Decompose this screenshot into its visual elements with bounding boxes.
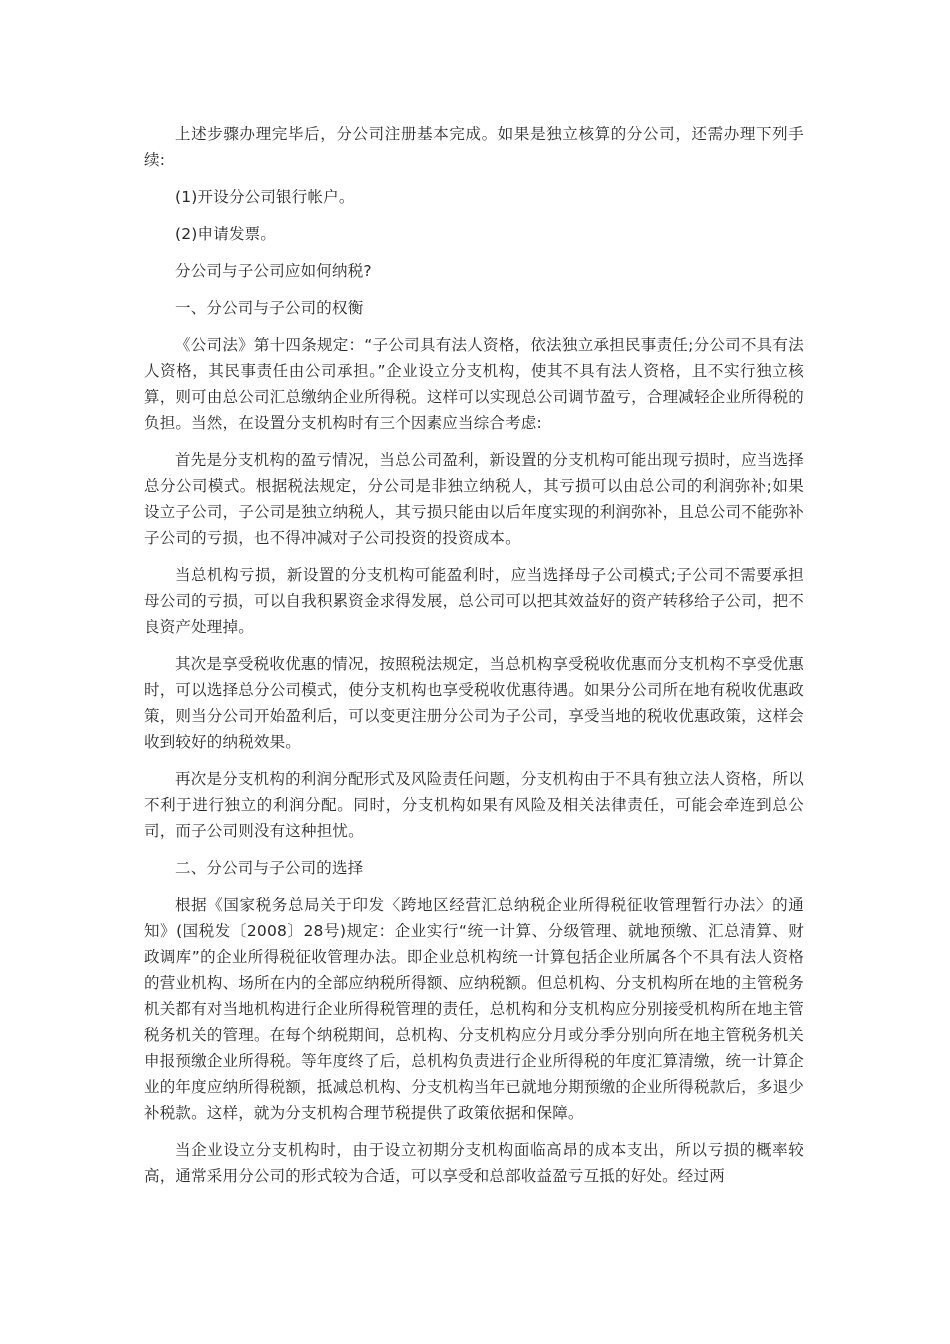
paragraph-tax-incentives: 其次是享受税收优惠的情况，按照税法规定，当总机构享受税收优惠而分支机构不享受优惠时，可以选择总分公司模式，使分支机构也享受税收优惠待遇。如果分公司所在地有税收优惠政策，则当分公司开始盈利后，可以变更注册分公司为子公司，享受当地的税收优惠政策，这样会收到较好的纳税效果。 (144, 655, 804, 751)
paragraph-bank-account: (1)开设分公司银行帐户。 (175, 188, 355, 206)
section-heading-choice: 二、分公司与子公司的选择 (175, 859, 364, 877)
paragraph-parent-loss: 当总机构亏损，新设置的分支机构可能盈利时，应当选择母子公司模式;子公司不需要承担母公司的亏损，可以自我积累资金求得发展，总公司可以把其效益好的资产转移给子公司，把不良资产处理掉。 (144, 566, 804, 636)
paragraph-company-law: 《公司法》第十四条规定：“子公司具有法人资格，依法独立承担民事责任;分公司不具有法人资格，其民事责任由公司承担。”企业设立分支机构，使其不具有法人资格，且不实行独立核算，则可由总公司汇总缴纳企业所得税。这样可以实现总公司调节盈亏，合理减轻企业所得税的负担。当然，在设置分支机构时有三个因素应当综合考虑: (144, 336, 804, 432)
section-heading-tradeoff: 一、分公司与子公司的权衡 (175, 299, 364, 317)
paragraph-tax-question: 分公司与子公司应如何纳税? (175, 262, 372, 280)
paragraph-setup-branch: 当企业设立分支机构时，由于设立初期分支机构面临高昂的成本支出，所以亏损的概率较高，通常采用分公司的形式较为合适，可以享受和总部收益盈亏互抵的好处。经过两 (144, 1141, 804, 1185)
paragraph-profit-distribution: 再次是分支机构的利润分配形式及风险责任问题，分支机构由于不具有独立法人资格，所以不利于进行独立的利润分配。同时，分支机构如果有风险及相关法律责任，可能会牵连到总公司，而子公司则没有这种担忧。 (144, 770, 804, 840)
paragraph-profit-loss: 首先是分支机构的盈亏情况，当总公司盈利，新设置的分支机构可能出现亏损时，应当选择总分公司模式。根据税法规定，分公司是非独立纳税人，其亏损可以由总公司的利润弥补;如果设立子公司，子公司是独立纳税人，其亏损只能由以后年度实现的利润弥补，且总公司不能弥补子公司的亏损，也不得冲减对子公司投资的投资成本。 (144, 451, 804, 547)
document-body (144, 121, 804, 1200)
paragraph-invoice: (2)申请发票。 (175, 225, 277, 243)
paragraph-procedures-intro: 上述步骤办理完毕后，分公司注册基本完成。如果是独立核算的分公司，还需办理下列手续: (144, 125, 804, 169)
paragraph-tax-regulation: 根据《国家税务总局关于印发〈跨地区经营汇总纳税企业所得税征收管理暂行办法〉的通知》(国税发〔2008〕28号)规定：企业实行“统一计算、分级管理、就地预缴、汇总清算、财政调库”的企业所得税征收管理办法。即企业总机构统一计算包括企业所属各个不具有法人资格的营业机构、场所在内的全部应纳税所得额、应纳税额。但总机构、分支机构所在地的主管税务机关都有对当地机构进行企业所得税管理的责任，总机构和分支机构应分别接受机构所在地主管税务机关的管理。在每个纳税期间，总机构、分支机构应分月或分季分别向所在地主管税务机关申报预缴企业所得税。等年度终了后，总机构负责进行企业所得税的年度汇算清缴，统一计算企业的年度应纳所得税额，抵减总机构、分支机构当年已就地分期预缴的企业所得税款后，多退少补税款。这样，就为分支机构合理节税提供了政策依据和保障。 (144, 896, 804, 1122)
